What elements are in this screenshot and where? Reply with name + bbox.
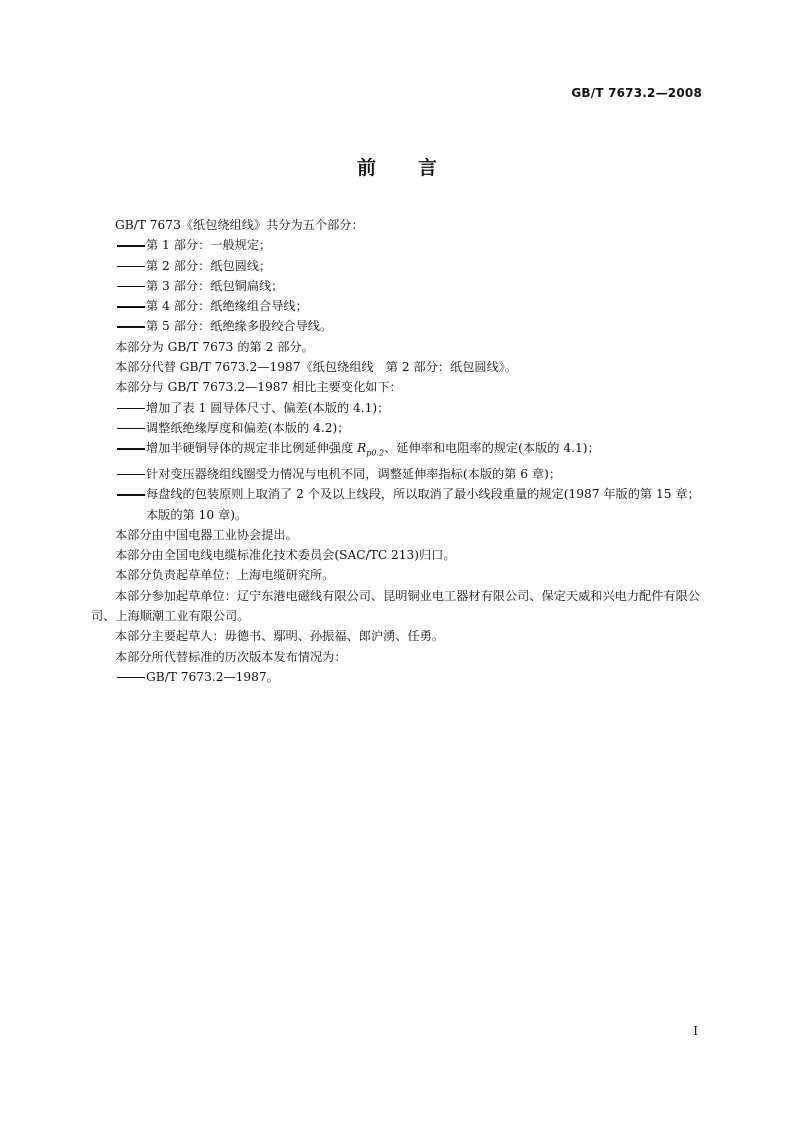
list-item-change2 xyxy=(91,418,705,438)
drafter-org-paragraph: 本部分负责起草单位：上海电缆研究所。 xyxy=(115,568,335,583)
list-item-text-prefix: 增加半硬铜导体的规定非比例延伸强度 xyxy=(146,441,358,456)
list-item-change5 xyxy=(91,484,705,525)
list-item-text: 每盘线的包装原则上取消了 2 个及以上线段，所以取消了最小线段重量的规定(1987 年版的第 15 章；本版的第 10 章)。 xyxy=(146,487,700,522)
list-item-text: 调整纸绝缘厚度和偏差(本版的 4.2)； xyxy=(146,420,350,435)
list-item-text: 第 5 部分：纸绝缘多股绞合导线。 xyxy=(146,319,333,334)
replaces-paragraph: 本部分代替 GB/T 7673.2—1987《纸包绕组线 第 2 部分：纸包圆线》。 xyxy=(115,360,518,375)
is-part-paragraph: 本部分为 GB/T 7673 的第 2 部分。 xyxy=(115,339,314,354)
drafters-paragraph: 本部分主要起草人：毋德书、鄢明、孙振福、郎沪湧、任勇。 xyxy=(115,629,445,644)
dash-mark xyxy=(117,306,145,307)
dash-mark xyxy=(117,326,145,327)
dash-mark xyxy=(117,428,145,429)
list-item-history1 xyxy=(91,667,705,687)
list-item-part1 xyxy=(91,235,705,255)
list-item-part3 xyxy=(91,276,705,296)
list-item-text: 第 4 部分：纸绝缘组合导线； xyxy=(146,299,308,314)
dash-mark xyxy=(117,448,145,449)
list-item-text: 针对变压器绕组线圈受力情况与电机不同，调整延伸率指标(本版的第 6 章)； xyxy=(146,467,562,481)
standard-number: GB/T 7673.2—2008 xyxy=(571,86,702,100)
list-item-part5 xyxy=(91,316,705,336)
dash-mark xyxy=(117,494,145,495)
dash-mark xyxy=(117,286,145,287)
dash-mark xyxy=(117,245,145,246)
list-item-text: 第 3 部分：纸包铜扁线； xyxy=(146,278,284,293)
changes-intro-paragraph: 本部分与 GB/T 7673.2—1987 相比主要变化如下： xyxy=(115,380,402,395)
strength-symbol xyxy=(357,441,385,458)
dash-mark xyxy=(117,474,145,475)
list-item-text-suffix: 、延伸率和电阻率的规定(本版的 4.1)； xyxy=(384,441,600,456)
page-title: 前言 xyxy=(356,157,479,179)
dash-mark xyxy=(117,266,145,267)
foreword-body xyxy=(91,215,705,687)
list-item-change4 xyxy=(91,464,705,484)
list-item-text: 第 2 部分：纸包圆线； xyxy=(146,258,272,273)
list-item-text: 增加了表 1 圆导体尺寸、偏差(本版的 4.1)； xyxy=(146,400,390,415)
symbol-subscript: p0.2 xyxy=(366,448,385,458)
history-intro-paragraph: 本部分所代替标准的历次版本发布情况为： xyxy=(115,649,347,664)
list-item-part2 xyxy=(91,256,705,276)
page-number: I xyxy=(693,1024,698,1038)
dash-mark xyxy=(117,408,145,409)
dash-mark xyxy=(117,677,145,678)
list-item-text: 第 1 部分：一般规定； xyxy=(146,238,272,253)
list-item-text: GB/T 7673.2—1987。 xyxy=(146,669,279,684)
proposed-paragraph: 本部分由中国电器工业协会提出。 xyxy=(115,527,298,542)
list-item-change1 xyxy=(91,398,705,418)
list-item-change3 xyxy=(91,438,705,464)
intro-paragraph: GB/T 7673《纸包绕组线》共分为五个部分： xyxy=(115,218,364,232)
list-item-part4 xyxy=(91,296,705,316)
centralized-paragraph: 本部分由全国电线电缆标准化技术委员会(SAC/TC 213)归口。 xyxy=(115,548,456,563)
participants-paragraph: 本部分参加起草单位：辽宁东港电磁线有限公司、昆明铜业电工器材有限公司、保定天威和兴电力配件有限公司、上海顺潮工业有限公司。 xyxy=(91,588,700,624)
symbol-r: R xyxy=(357,441,367,456)
